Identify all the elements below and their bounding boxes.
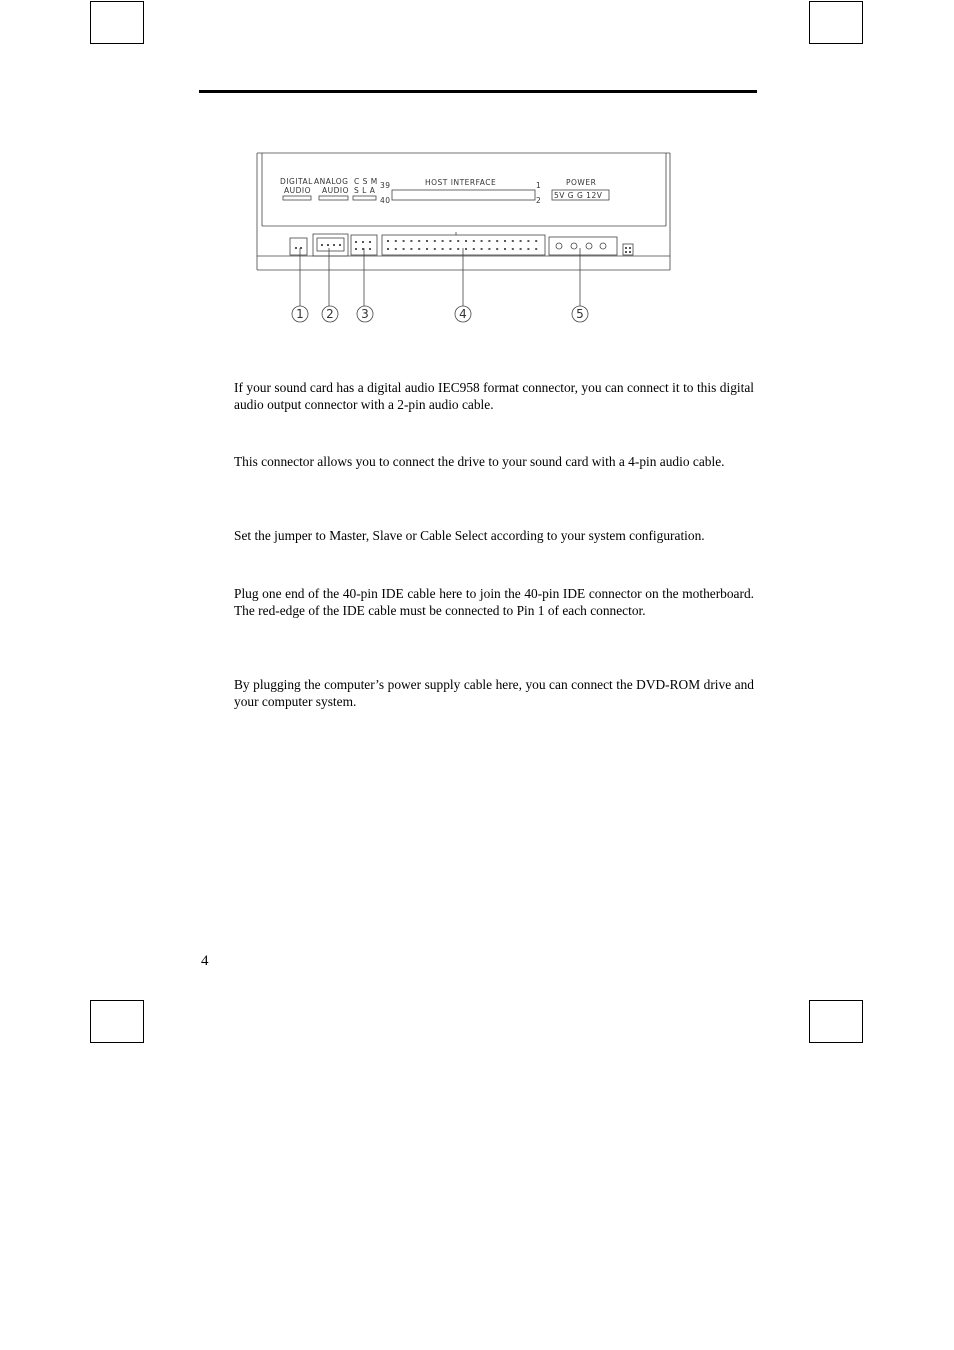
label-pin-40: 40 <box>380 196 391 205</box>
ide-pin <box>496 248 498 250</box>
ide-pin <box>410 240 412 242</box>
ide-pin <box>481 240 483 242</box>
label-digital: DIGITAL <box>280 177 313 186</box>
crop-mark-top-left <box>90 1 144 44</box>
header-rule <box>199 90 757 93</box>
ide-pin <box>387 240 389 242</box>
ide-pin <box>520 248 522 250</box>
ide-pin <box>418 240 420 242</box>
ide-pin <box>473 248 475 250</box>
ide-pin <box>403 240 405 242</box>
ide-pin <box>449 240 451 242</box>
crop-mark-top-right <box>809 1 863 44</box>
ide-pin <box>403 248 405 250</box>
crop-mark-bottom-left <box>90 1000 144 1043</box>
label-pin-1: 1 <box>536 181 542 190</box>
label-sla: S L A <box>354 186 376 195</box>
ide-pin <box>496 240 498 242</box>
label-csm: C S M <box>354 177 378 186</box>
ide-pin <box>504 248 506 250</box>
ide-pin <box>512 240 514 242</box>
ide-pin <box>488 248 490 250</box>
ide-pin <box>426 240 428 242</box>
callout-3: 3 <box>361 307 369 321</box>
paragraph-ide-interface: Plug one end of the 40-pin IDE cable here to join the 40-pin IDE connector on the motherboard. The red-edge of the IDE cable must be connected to Pin 1 of each connector. <box>234 586 754 618</box>
paragraph-analog-audio: This connector allows you to connect the drive to your sound card with a 4-pin audio cable. <box>234 454 725 469</box>
ide-pin <box>410 248 412 250</box>
page-number: 4 <box>201 953 209 969</box>
ide-pin <box>442 248 444 250</box>
ide-pin <box>395 248 397 250</box>
ide-pin <box>434 240 436 242</box>
label-audio-digital: AUDIO <box>284 186 312 195</box>
ide-pin <box>395 240 397 242</box>
ide-pin <box>473 240 475 242</box>
paragraph-digital-audio: If your sound card has a digital audio IEC958 format connector, you can connect it to this digital audio output connector with a 2-pin audio cable. <box>234 380 754 412</box>
ide-pin <box>535 240 537 242</box>
label-audio-analog: AUDIO <box>322 186 350 195</box>
ide-pin <box>449 248 451 250</box>
callout-5: 5 <box>576 307 584 321</box>
paragraph-power: By plugging the computer’s power supply cable here, you can connect the DVD-ROM drive and your computer system. <box>234 677 754 709</box>
label-host-interface: HOST INTERFACE <box>425 178 497 187</box>
ide-pin <box>488 240 490 242</box>
crop-mark-bottom-right <box>809 1000 863 1043</box>
ide-pin <box>465 240 467 242</box>
paragraph-jumper: Set the jumper to Master, Slave or Cable Select according to your system configuration. <box>234 528 705 543</box>
ide-pin <box>520 240 522 242</box>
callout-4: 4 <box>459 307 467 321</box>
label-analog: ANALOG <box>314 177 349 186</box>
ide-pin <box>457 240 459 242</box>
label-pin-2: 2 <box>536 196 542 205</box>
callout-2: 2 <box>326 307 334 321</box>
ide-pin <box>426 248 428 250</box>
ide-pin <box>442 240 444 242</box>
callout-1: 1 <box>296 307 304 321</box>
ide-pin <box>512 248 514 250</box>
label-power-pins: 5V G G 12V <box>554 191 603 200</box>
label-pin-39: 39 <box>380 181 391 190</box>
ide-pin <box>504 240 506 242</box>
ide-pin <box>387 248 389 250</box>
drive-rear-panel-diagram <box>250 148 680 328</box>
ide-pin <box>418 248 420 250</box>
ide-pin <box>457 248 459 250</box>
label-power: POWER <box>566 178 597 187</box>
ide-pin <box>465 248 467 250</box>
ide-pin <box>527 240 529 242</box>
ide-pin <box>434 248 436 250</box>
ide-pin <box>527 248 529 250</box>
ide-pin <box>535 248 537 250</box>
ide-pin <box>481 248 483 250</box>
